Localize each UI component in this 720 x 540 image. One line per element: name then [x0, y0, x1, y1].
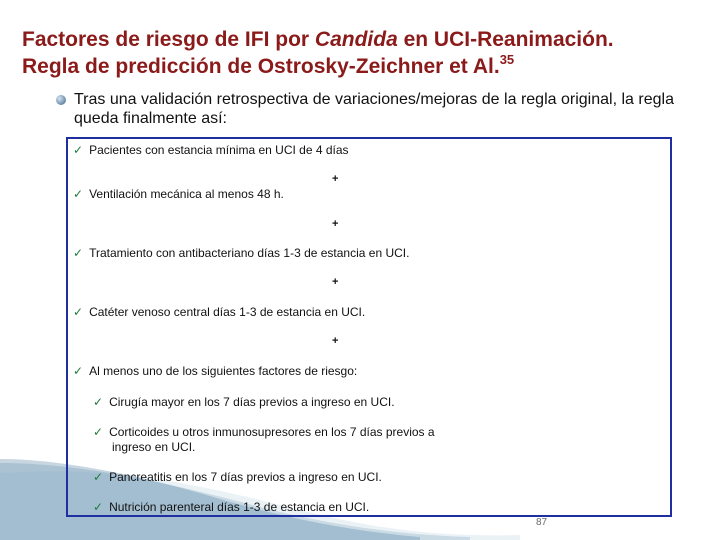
criterion-1: ✓ Pacientes con estancia mínima en UCI de 4 días [73, 143, 349, 157]
sub-factor-2: ✓ Corticoides u otros inmunosupresores en los 7 días previos a [93, 425, 435, 439]
sub-factor-3: ✓ Pancreatitis en los 7 días previos a ingreso en UCI. [93, 470, 382, 484]
title-line-2: Regla de predicción de Ostrosky-Zeichner et Al.$^{35}$ [22, 52, 515, 78]
plus-sign: + [332, 218, 339, 230]
sub-factor-2-continued: ingreso en UCI. [112, 440, 196, 454]
check-icon: ✓ [73, 364, 84, 378]
title-superscript: 35 [499, 52, 515, 67]
check-icon: ✓ [93, 500, 104, 514]
criterion-2: ✓ Ventilación mecánica al menos 48 h. [73, 187, 284, 201]
check-icon: ✓ [93, 395, 104, 409]
sub-factor-1: ✓ Cirugía mayor en los 7 días previos a ingreso en UCI. [93, 395, 395, 409]
title-line-1: Factores de riesgo de IFI por Candida en UCI-Reanimación. [22, 28, 614, 51]
page-number: 87 [536, 517, 548, 528]
check-icon: ✓ [73, 305, 84, 319]
check-icon: ✓ [73, 143, 84, 157]
check-icon: ✓ [93, 425, 104, 439]
check-icon: ✓ [73, 246, 84, 260]
criterion-3: ✓ Tratamiento con antibacteriano días 1-3 de estancia en UCI. [73, 246, 410, 260]
plus-sign: + [332, 335, 339, 347]
sub-factor-4: ✓ Nutrición parenteral días 1-3 de estancia en UCI. [93, 500, 370, 514]
intro-paragraph: Tras una validación retrospectiva de variaciones/mejoras de la regla original, la regla queda finalmente así: [74, 91, 674, 127]
criterion-5: ✓ Al menos uno de los siguientes factores de riesgo: [73, 364, 358, 378]
plus-sign: + [332, 173, 339, 185]
check-icon: ✓ [73, 187, 84, 201]
plus-sign: + [332, 276, 339, 288]
criterion-4: ✓ Catéter venoso central días 1-3 de estancia en UCI. [73, 305, 366, 319]
check-icon: ✓ [93, 470, 104, 484]
slide-title [22, 26, 702, 80]
